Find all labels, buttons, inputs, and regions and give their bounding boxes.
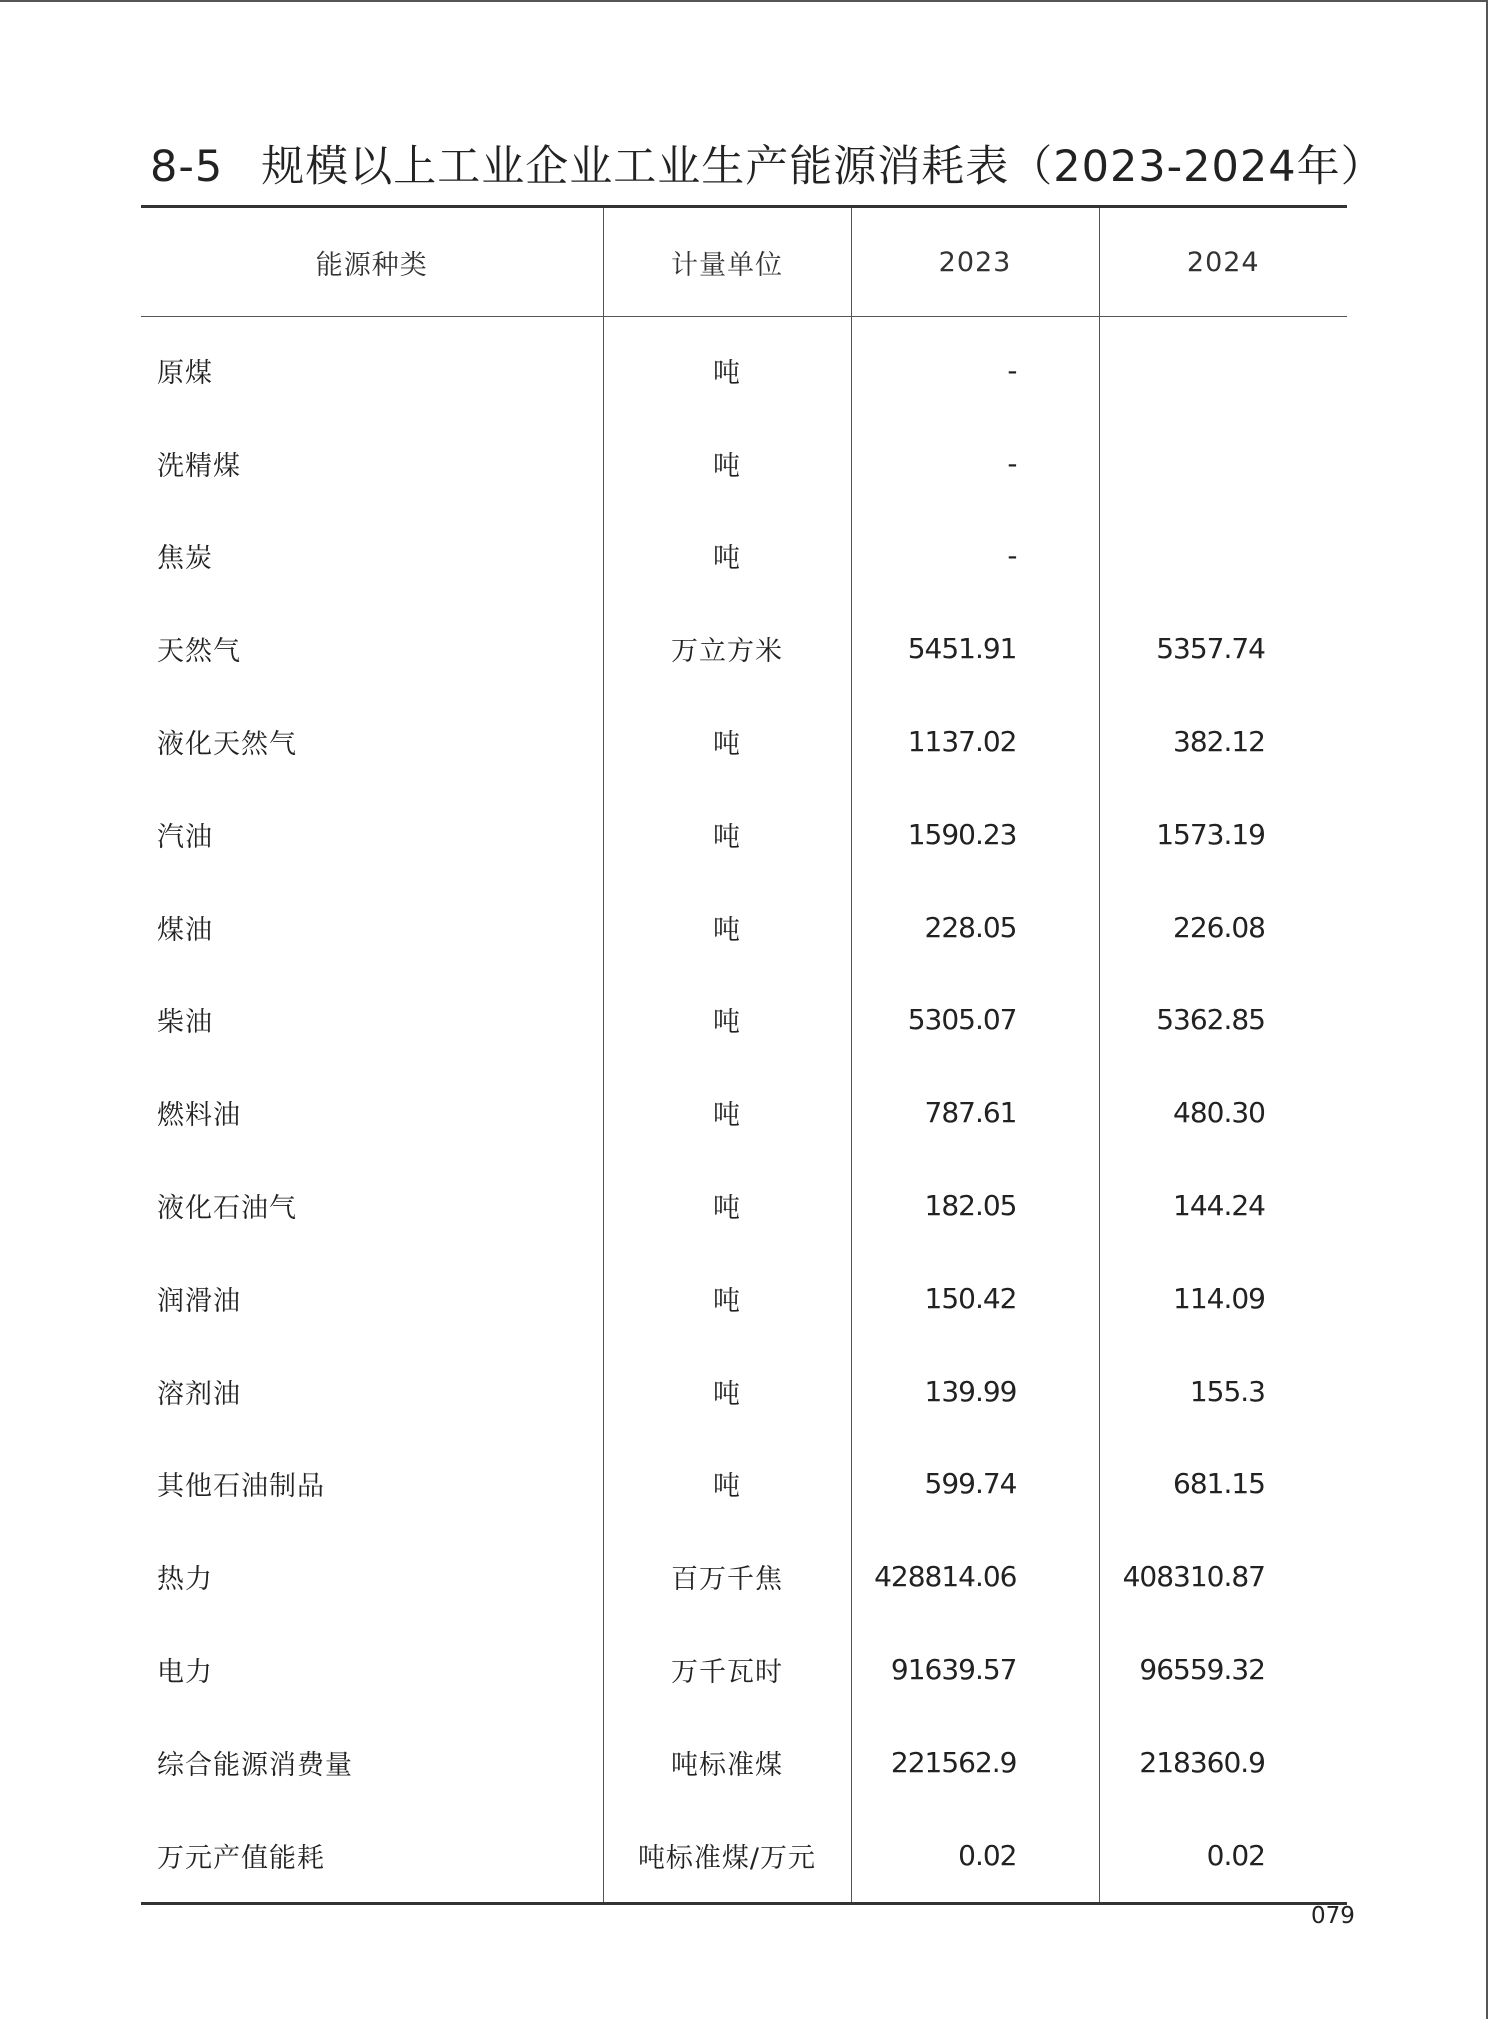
value-2023-cell: 221562.9 (851, 1716, 1099, 1809)
value-2023-cell: 139.99 (851, 1345, 1099, 1438)
header-year-2023: 2023 (851, 207, 1099, 317)
unit-cell: 吨 (603, 695, 851, 788)
value-2024-cell (1099, 510, 1347, 603)
table-row (141, 417, 1347, 510)
table-row (141, 1066, 1347, 1159)
page-number: 079 (1311, 1903, 1355, 1929)
unit-cell: 吨标准煤/万元 (603, 1809, 851, 1903)
unit-cell: 吨 (603, 510, 851, 603)
value-2024-cell (1099, 317, 1347, 417)
unit-cell: 吨 (603, 417, 851, 510)
value-2023-cell: - (851, 317, 1099, 417)
table-row (141, 510, 1347, 603)
unit-cell: 吨 (603, 974, 851, 1067)
energy-type-cell: 溶剂油 (157, 1378, 241, 1410)
table-row (141, 974, 1347, 1067)
table-row (141, 1530, 1347, 1623)
value-2023-cell: 182.05 (851, 1159, 1099, 1252)
table-row (141, 788, 1347, 881)
value-2023-cell: 91639.57 (851, 1623, 1099, 1716)
energy-type-cell: 热力 (157, 1564, 213, 1596)
value-2024-cell (1099, 417, 1347, 510)
energy-type-cell: 煤油 (157, 914, 213, 946)
unit-cell: 吨 (603, 1252, 851, 1345)
value-2023-cell: 5305.07 (851, 974, 1099, 1067)
value-2024-cell: 96559.32 (1099, 1623, 1347, 1716)
energy-type-cell: 综合能源消费量 (157, 1749, 353, 1781)
value-2024-cell: 408310.87 (1099, 1530, 1347, 1623)
value-2023-cell: 228.05 (851, 881, 1099, 974)
value-2024-cell: 114.09 (1099, 1252, 1347, 1345)
page-top-border (0, 0, 1488, 2)
value-2023-cell: 599.74 (851, 1438, 1099, 1531)
table-row (141, 1345, 1347, 1438)
page-title (150, 133, 1385, 194)
table-row (141, 695, 1347, 788)
value-2024-cell: 155.3 (1099, 1345, 1347, 1438)
value-2024-cell: 218360.9 (1099, 1716, 1347, 1809)
value-2024-cell: 5362.85 (1099, 974, 1347, 1067)
value-2024-cell: 144.24 (1099, 1159, 1347, 1252)
value-2024-cell: 480.30 (1099, 1066, 1347, 1159)
energy-type-cell: 液化天然气 (157, 729, 297, 761)
value-2024-cell: 0.02 (1099, 1809, 1347, 1903)
value-2024-cell: 681.15 (1099, 1438, 1347, 1531)
unit-cell: 万千瓦时 (603, 1623, 851, 1716)
energy-type-cell: 电力 (157, 1657, 213, 1689)
energy-type-cell: 润滑油 (157, 1285, 241, 1317)
table-row (141, 1159, 1347, 1252)
value-2024-cell: 5357.74 (1099, 602, 1347, 695)
energy-type-cell: 汽油 (157, 821, 213, 853)
unit-cell: 吨 (603, 1345, 851, 1438)
energy-type-cell: 原煤 (157, 357, 213, 389)
value-2024-cell: 226.08 (1099, 881, 1347, 974)
header-energy-type: 能源种类 (315, 249, 428, 281)
energy-type-cell: 焦炭 (157, 543, 213, 575)
value-2023-cell: 5451.91 (851, 602, 1099, 695)
value-2024-cell: 382.12 (1099, 695, 1347, 788)
table-header-row (141, 207, 1347, 317)
value-2023-cell: - (851, 417, 1099, 510)
table-row (141, 881, 1347, 974)
value-2023-cell: 1590.23 (851, 788, 1099, 881)
table-row (141, 1716, 1347, 1809)
value-2023-cell: 428814.06 (851, 1530, 1099, 1623)
unit-cell: 百万千焦 (603, 1530, 851, 1623)
energy-type-cell: 洗精煤 (157, 450, 241, 482)
unit-cell: 吨 (603, 1438, 851, 1531)
table-row (141, 317, 1347, 417)
value-2023-cell: 0.02 (851, 1809, 1099, 1903)
unit-cell: 吨 (603, 1066, 851, 1159)
header-year-2024: 2024 (1099, 207, 1347, 317)
table-row (141, 1438, 1347, 1531)
value-2023-cell: 787.61 (851, 1066, 1099, 1159)
header-unit: 计量单位 (603, 207, 851, 317)
energy-type-cell: 液化石油气 (157, 1193, 297, 1225)
unit-cell: 万立方米 (603, 602, 851, 695)
table-number: 8-5 (150, 142, 224, 192)
table-row (141, 1623, 1347, 1716)
energy-type-cell: 万元产值能耗 (157, 1842, 325, 1874)
value-2024-cell: 1573.19 (1099, 788, 1347, 881)
table-body (141, 317, 1347, 1904)
energy-type-cell: 燃料油 (157, 1100, 241, 1132)
table-title-text: 规模以上工业企业工业生产能源消耗表（2023-2024年） (261, 142, 1385, 192)
unit-cell: 吨 (603, 788, 851, 881)
value-2023-cell: 1137.02 (851, 695, 1099, 788)
unit-cell: 吨 (603, 1159, 851, 1252)
unit-cell: 吨 (603, 881, 851, 974)
table-row (141, 602, 1347, 695)
energy-type-cell: 柴油 (157, 1007, 213, 1039)
energy-type-cell: 天然气 (157, 636, 241, 668)
unit-cell: 吨 (603, 317, 851, 417)
unit-cell: 吨标准煤 (603, 1716, 851, 1809)
energy-type-cell: 其他石油制品 (157, 1471, 325, 1503)
table-row (141, 1809, 1347, 1903)
table-row (141, 1252, 1347, 1345)
energy-consumption-table (141, 205, 1347, 1905)
value-2023-cell: 150.42 (851, 1252, 1099, 1345)
value-2023-cell: - (851, 510, 1099, 603)
